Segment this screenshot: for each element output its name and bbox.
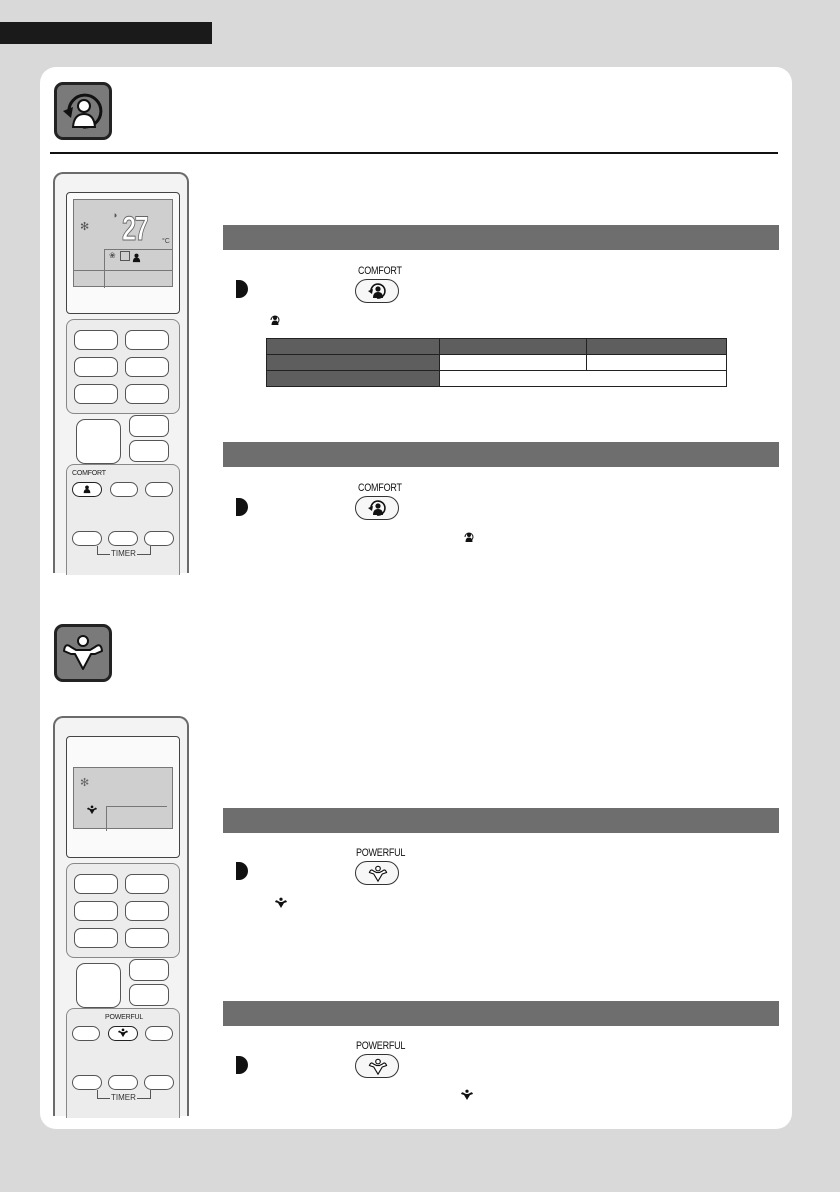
moon-icon: ◑ (112, 210, 118, 220)
lcd-frame (66, 192, 180, 314)
remote-control-powerful (53, 716, 189, 1116)
temp-up-button[interactable] (129, 959, 169, 981)
timer-label: TIMER (111, 549, 136, 558)
mode-button-panel (66, 319, 180, 414)
table-cell (267, 371, 440, 387)
table-row (267, 371, 727, 387)
powerful-button[interactable] (355, 861, 399, 885)
temp-up-button[interactable] (129, 415, 169, 437)
remote-button[interactable] (74, 384, 118, 404)
powerful-button[interactable] (355, 1054, 399, 1078)
table-cell (440, 339, 587, 355)
lcd-display (73, 199, 173, 287)
comfort-button[interactable] (355, 496, 399, 520)
section-divider (50, 152, 778, 154)
timer-off-button[interactable] (144, 1075, 174, 1090)
remote-powerful-label: POWERFUL (105, 1014, 144, 1021)
remote-button[interactable] (125, 330, 169, 350)
lcd-divider (74, 270, 172, 271)
table-cell (440, 355, 587, 371)
remote-button[interactable] (125, 384, 169, 404)
comfort-sleep-icon (463, 530, 475, 548)
table-cell (587, 355, 727, 371)
remote-button[interactable] (74, 901, 118, 921)
remote-button[interactable] (74, 357, 118, 377)
temperature-button[interactable] (76, 419, 121, 464)
timer-cancel-button[interactable] (108, 531, 138, 546)
comfort-button-caption: COMFORT (358, 482, 402, 494)
remote-button[interactable] (74, 874, 118, 894)
remote-button[interactable] (125, 928, 169, 948)
temperature-unit: °C (162, 238, 170, 245)
comfort-off-bar (223, 442, 779, 467)
temperature-button[interactable] (76, 963, 121, 1008)
remote-button[interactable] (125, 357, 169, 377)
powerful-button-caption: POWERFUL (356, 1040, 406, 1052)
header-bar (0, 22, 212, 44)
remote-button[interactable] (74, 928, 118, 948)
remote-button[interactable] (125, 874, 169, 894)
lcd-frame (66, 736, 180, 858)
powerful-icon (460, 1088, 474, 1106)
comfort-button-caption: COMFORT (358, 265, 402, 277)
remote-comfort-button[interactable] (72, 482, 102, 497)
comfort-sleep-icon (54, 82, 112, 140)
remote-powerful-button[interactable] (108, 1026, 138, 1041)
remote-button[interactable] (72, 1026, 100, 1041)
remote-button[interactable] (110, 482, 138, 497)
snowflake-icon: ✻ (80, 221, 90, 233)
comfort-sleep-icon (131, 250, 142, 268)
fan-icon: ❀ (109, 251, 116, 260)
powerful-icon (86, 802, 98, 820)
temp-down-button[interactable] (129, 984, 169, 1006)
table-row (267, 339, 727, 355)
remote-button[interactable] (74, 330, 118, 350)
table-cell (587, 339, 727, 355)
function-button-panel (66, 464, 180, 575)
remote-control-comfort (53, 172, 189, 573)
lcd-divider (74, 828, 172, 829)
comfort-button[interactable] (355, 279, 399, 303)
powerful-off-bar (223, 1001, 779, 1026)
timer-on-button[interactable] (72, 531, 102, 546)
timer-off-button[interactable] (144, 531, 174, 546)
table-cell (267, 355, 440, 371)
remote-comfort-label: COMFORT (72, 470, 106, 477)
temperature-digits: 27 (122, 210, 148, 248)
timer-on-button[interactable] (72, 1075, 102, 1090)
comfort-sleep-icon (269, 313, 281, 331)
mode-button-panel (66, 863, 180, 958)
snowflake-icon: ✻ (80, 777, 90, 789)
powerful-icon (54, 624, 112, 682)
table-cell (440, 371, 727, 387)
remote-button[interactable] (145, 1026, 173, 1041)
remote-button[interactable] (125, 901, 169, 921)
timer-label: TIMER (111, 1093, 136, 1102)
function-button-panel (66, 1008, 180, 1118)
table-row (267, 355, 727, 371)
mode-icon (120, 251, 130, 261)
timer-cancel-button[interactable] (108, 1075, 138, 1090)
powerful-on-bar (223, 808, 779, 833)
lcd-status-area (104, 249, 173, 288)
powerful-icon (274, 896, 288, 914)
comfort-on-bar (223, 225, 779, 250)
mode-table (266, 338, 727, 387)
powerful-button-caption: POWERFUL (356, 847, 406, 859)
lcd-display (73, 767, 173, 829)
remote-button[interactable] (145, 482, 173, 497)
table-cell (267, 339, 440, 355)
temp-down-button[interactable] (129, 440, 169, 462)
